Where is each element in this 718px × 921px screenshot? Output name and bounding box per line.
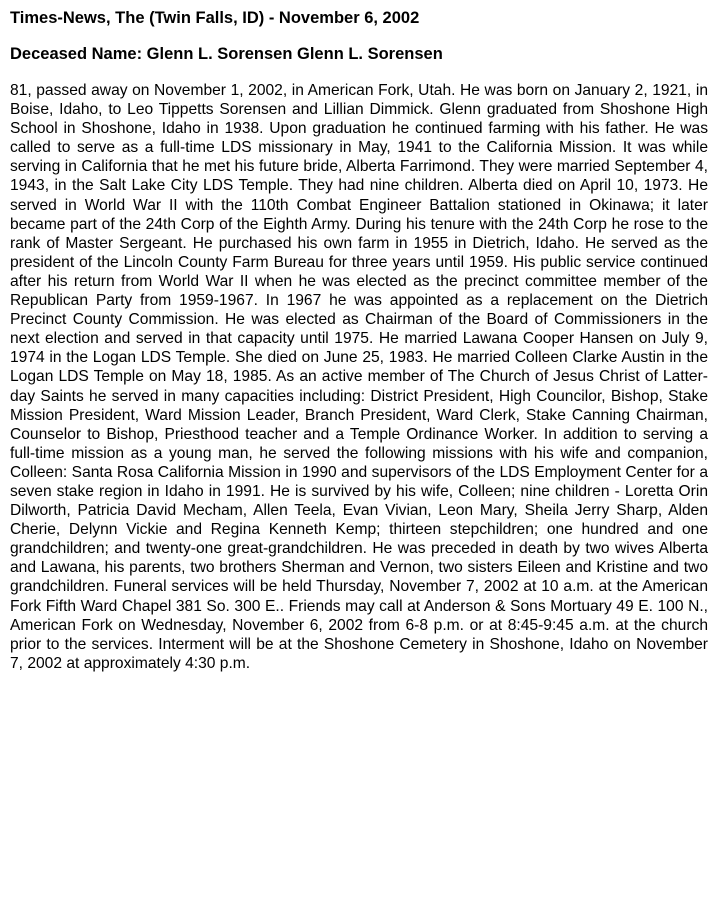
newspaper-source-heading: Times-News, The (Twin Falls, ID) - November 6, 2002	[10, 9, 420, 27]
deceased-name-heading: Deceased Name: Glenn L. Sorensen Glenn L. Sorensen	[10, 45, 443, 63]
obituary-body-text: 81, passed away on November 1, 2002, in American Fork, Utah. He was born on January 2, 1921, in Boise, Idaho, to Leo Tippetts Sorensen and Lillian Dimmick. Glenn graduated from Shoshone High School in Shoshone, Idaho in 1938. Upon graduation he continued farming with his father. He was called to serve as a full-time LDS missionary in May, 1941 to the California Mission. It was while serving in California that he met his future bride, Alberta Farrimond. They were married September 4, 1943, in the Salt Lake City LDS Temple. They had nine children. Alberta died on April 10, 1973. He served in World War II with the 110th Combat Engineer Battalion stationed in Okinawa; it later became part of the 24th Corp of the Eighth Army. During his tenure with the 24th Corp he rose to the rank of Master Sergeant. He purchased his own farm in 1955 in Dietrich, Idaho. He served as the president of the Lincoln County Farm Bureau for three years until 1959. His public service continued after his return from World War II when he was elected as the precinct committee member of the Republican Party from 1959-1967. In 1967 he was appointed as a replacement on the Dietrich Precinct County Commission. He was elected as Chairman of the Board of Commissioners in the next election and served in that capacity until 1975. He married Lawana Cooper Hansen on July 9, 1974 in the Logan LDS Temple. She died on June 25, 1983. He married Colleen Clarke Austin in the Logan LDS Temple on May 18, 1985. As an active member of The Church of Jesus Christ of Latter-day Saints he served in many capacities including: District President, High Councilor, Bishop, Stake Mission President, Ward Mission Leader, Branch President, Ward Clerk, Stake Canning Chairman, Counselor to Bishop, Priesthood teacher and a Temple Ordinance Worker. In addition to serving a full-time mission as a young man, he served the following missions with his wife and companion, Colleen: Santa Rosa California Mission in 1990 and supervisors of the LDS Employment Center for a seven stake region in Idaho in 1991. He is survived by his wife, Colleen; nine children - Loretta Orin Dilworth, Patricia David Mecham, Allen Teela, Evan Vivian, Leon Mary, Sheila Jerry Sharp, Alden Cherie, Delynn Vickie and Regina Kenneth Kemp; thirteen stepchildren; one hundred and one grandchildren; and twenty-one great-grandchildren. He was preceded in death by two wives Alberta and Lawana, his parents, two brothers Sherman and Vernon, two sisters Eileen and Kristine and two grandchildren. Funeral services will be held Thursday, November 7, 2002 at 10 a.m. at the American Fork Fifth Ward Chapel 381 So. 300 E.. Friends may call at Anderson & Sons Mortuary 49 E. 100 N., American Fork on Wednesday, November 6, 2002 from 6-8 p.m. or at 8:45-9:45 a.m. at the church prior to the services. Interment will be at the Shoshone Cemetery in Shoshone, Idaho on November 7, 2002 at approximately 4:30 p.m.	[10, 82, 708, 672]
